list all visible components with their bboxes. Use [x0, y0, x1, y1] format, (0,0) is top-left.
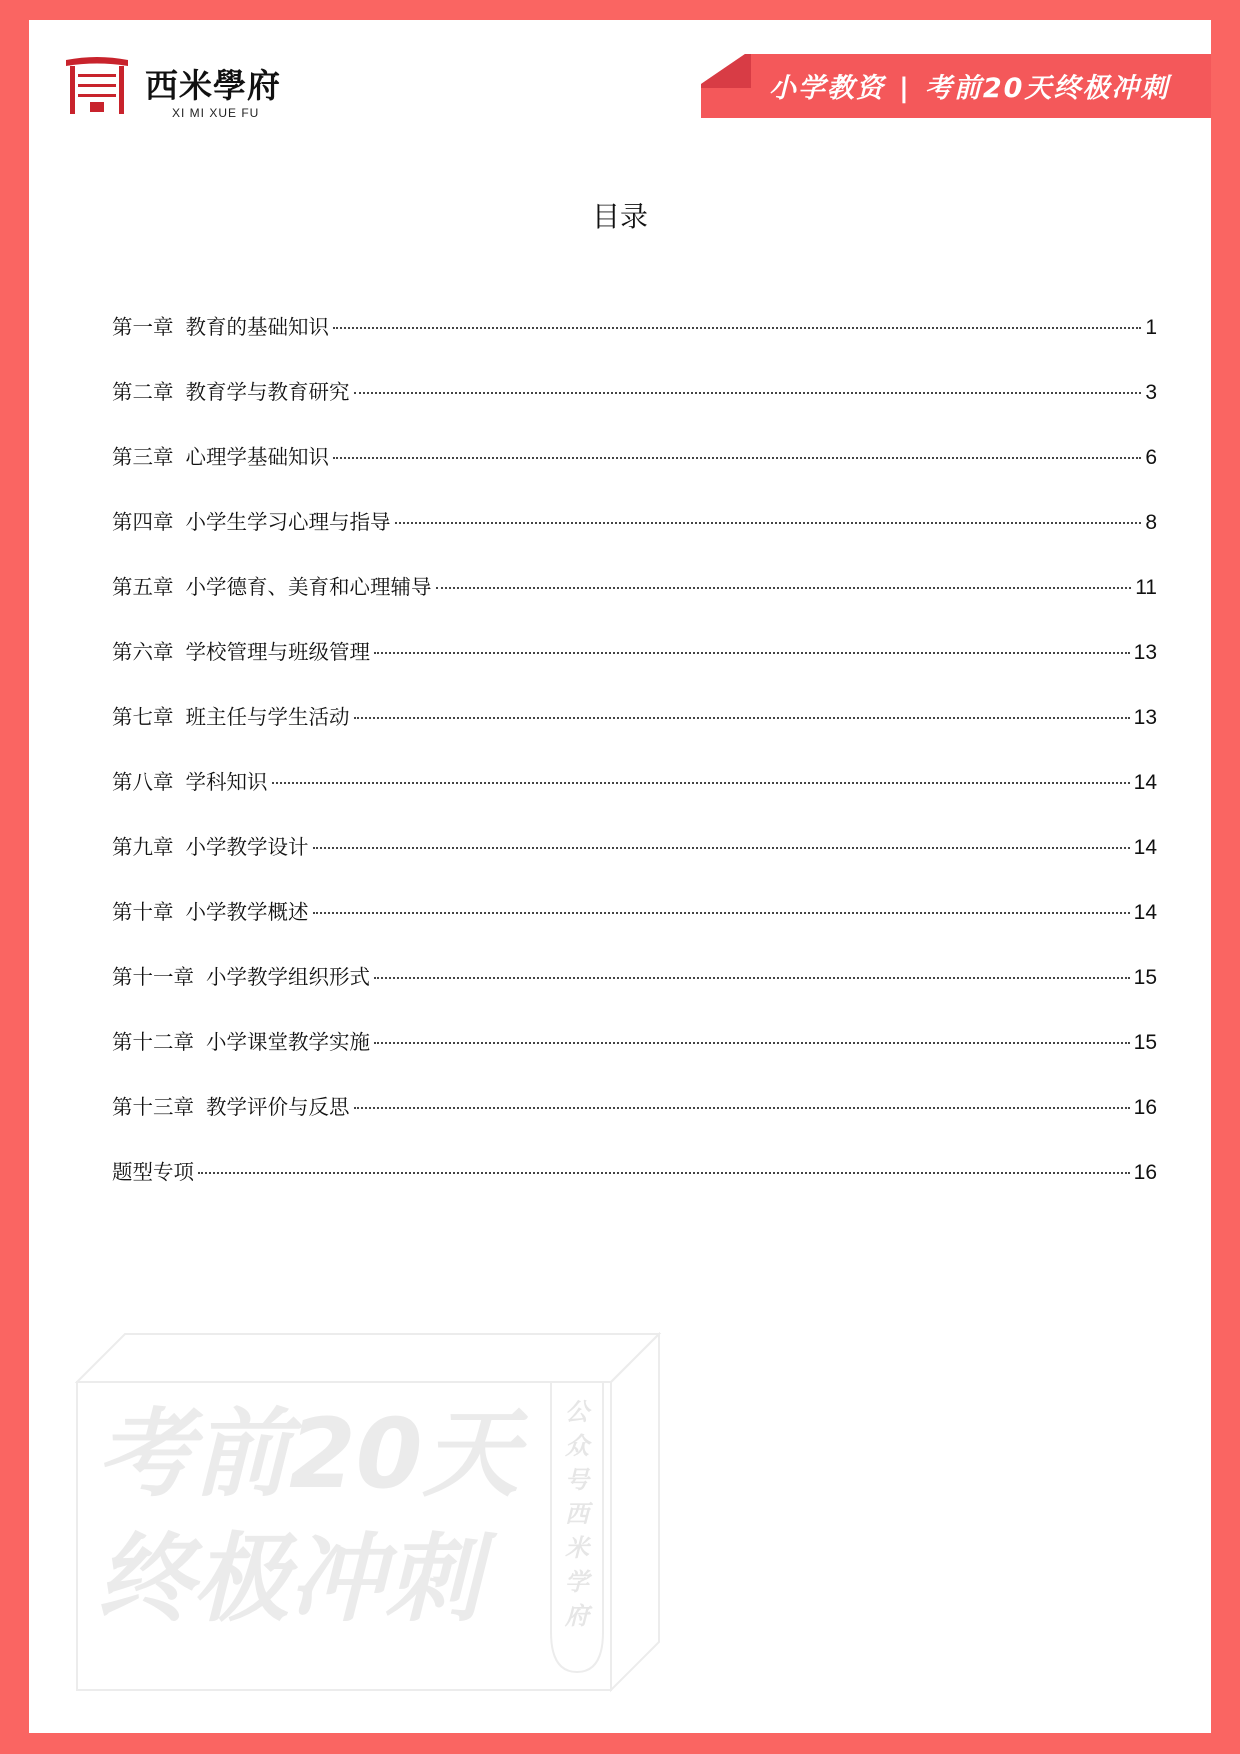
watermark-side-char: 众: [565, 1432, 589, 1460]
watermark-side-char: 公: [565, 1398, 589, 1426]
toc-page-number: 13: [1133, 641, 1157, 664]
toc-chapter-number: 第五章: [112, 575, 174, 599]
toc-page-number: 14: [1133, 836, 1157, 859]
toc-chapter-title: 教学评价与反思: [206, 1095, 350, 1119]
toc-chapter-title: 教育学与教育研究: [185, 380, 350, 404]
toc-chapter-title: 小学生学习心理与指导: [185, 510, 391, 534]
toc-entry[interactable]: [112, 1025, 1157, 1090]
toc-entry[interactable]: [112, 635, 1157, 700]
toc-page-number: 11: [1135, 576, 1157, 599]
toc-chapter-number: 第四章: [112, 510, 174, 534]
toc-dot-leader: [354, 1107, 1130, 1109]
toc-chapter-title: 小学教学设计: [185, 835, 309, 859]
toc-entry[interactable]: [112, 1155, 1157, 1220]
toc-chapter-number: 第十三章: [112, 1095, 194, 1119]
toc-entry[interactable]: [112, 375, 1157, 440]
toc-dot-leader: [313, 847, 1130, 849]
toc-chapter-title: 小学课堂教学实施: [206, 1030, 370, 1054]
toc-entry[interactable]: [112, 830, 1157, 895]
toc-entry[interactable]: [112, 700, 1157, 765]
toc-chapter-number: 第七章: [112, 705, 174, 729]
watermark-book: [75, 1332, 665, 1702]
toc-dot-leader: [354, 392, 1142, 394]
toc-chapter-title: 小学教学概述: [185, 900, 309, 924]
toc-page-number: 1: [1145, 316, 1157, 339]
toc-chapter-number: 第十章: [112, 900, 174, 924]
toc-chapter-title: 学校管理与班级管理: [185, 640, 370, 664]
toc-entry[interactable]: [112, 960, 1157, 1025]
watermark-side-char: 西: [565, 1500, 589, 1528]
toc-dot-leader: [333, 457, 1141, 459]
watermark-line-1: 考前20天: [97, 1398, 519, 1510]
banner-title: [769, 66, 1209, 105]
toc-dot-leader: [436, 587, 1132, 589]
page-title: 目录: [591, 200, 648, 233]
toc-chapter-number: 第九章: [112, 835, 174, 859]
toc-page-number: 16: [1133, 1096, 1157, 1119]
toc-dot-leader: [395, 522, 1142, 524]
toc-dot-leader: [374, 652, 1130, 654]
brand-logo: [64, 54, 304, 124]
watermark-line-2: 终极冲刺: [97, 1523, 481, 1635]
toc-page-number: 8: [1145, 511, 1157, 534]
toc-chapter-number: 第一章: [112, 315, 174, 339]
toc-dot-leader: [354, 717, 1130, 719]
logo-english-name: XI MI XUE FU: [172, 106, 260, 120]
toc-page-number: 14: [1133, 901, 1157, 924]
toc-page-number: 14: [1133, 771, 1157, 794]
toc-entry[interactable]: [112, 765, 1157, 830]
toc-chapter-title: 小学德育、美育和心理辅导: [185, 575, 432, 599]
toc-chapter-title: 小学教学组织形式: [206, 965, 370, 989]
toc-chapter-number: 第三章: [112, 445, 174, 469]
toc-dot-leader: [198, 1172, 1130, 1174]
toc-entry[interactable]: [112, 1090, 1157, 1155]
gate-logo-icon: [64, 54, 130, 118]
toc-page-number: 15: [1133, 1031, 1157, 1054]
toc-dot-leader: [374, 1042, 1130, 1044]
toc-chapter-title: 学科知识: [185, 770, 268, 794]
toc-chapter-title: 心理学基础知识: [185, 445, 329, 469]
banner-slogan: 考前20天终极冲刺: [924, 73, 1170, 104]
toc-dot-leader: [374, 977, 1130, 979]
toc-entry[interactable]: [112, 440, 1157, 505]
toc-page-number: 3: [1145, 381, 1157, 404]
toc-dot-leader: [313, 912, 1130, 914]
watermark-side-char: 号: [565, 1466, 589, 1494]
toc-dot-leader: [272, 782, 1130, 784]
toc-dot-leader: [333, 327, 1141, 329]
toc-chapter-number: 第二章: [112, 380, 174, 404]
watermark-side-char: 府: [565, 1602, 589, 1630]
toc-chapter-number: 第十一章: [112, 965, 194, 989]
logo-chinese-name: 西米學府: [145, 66, 281, 105]
toc-entry[interactable]: [112, 895, 1157, 960]
toc-entry[interactable]: [112, 505, 1157, 570]
toc-chapter-number: 第十二章: [112, 1030, 194, 1054]
toc-chapter-title: 题型专项: [112, 1160, 194, 1184]
toc-entry[interactable]: [112, 570, 1157, 635]
toc-chapter-number: 第六章: [112, 640, 174, 664]
watermark-side-char: 米: [565, 1534, 589, 1562]
toc-page-number: 13: [1133, 706, 1157, 729]
toc-entry[interactable]: [112, 310, 1157, 375]
toc-chapter-number: 第八章: [112, 770, 174, 794]
toc-chapter-title: 教育的基础知识: [185, 315, 329, 339]
banner-separator: |: [899, 73, 911, 104]
banner-subject: 小学教资: [769, 73, 885, 104]
toc-chapter-title: 班主任与学生活动: [185, 705, 350, 729]
toc-page-number: 6: [1145, 446, 1157, 469]
toc-page-number: 16: [1133, 1161, 1157, 1184]
table-of-contents: [112, 310, 1157, 1220]
watermark-side-char: 学: [565, 1568, 589, 1596]
toc-page-number: 15: [1133, 966, 1157, 989]
document-page: [29, 20, 1211, 1733]
